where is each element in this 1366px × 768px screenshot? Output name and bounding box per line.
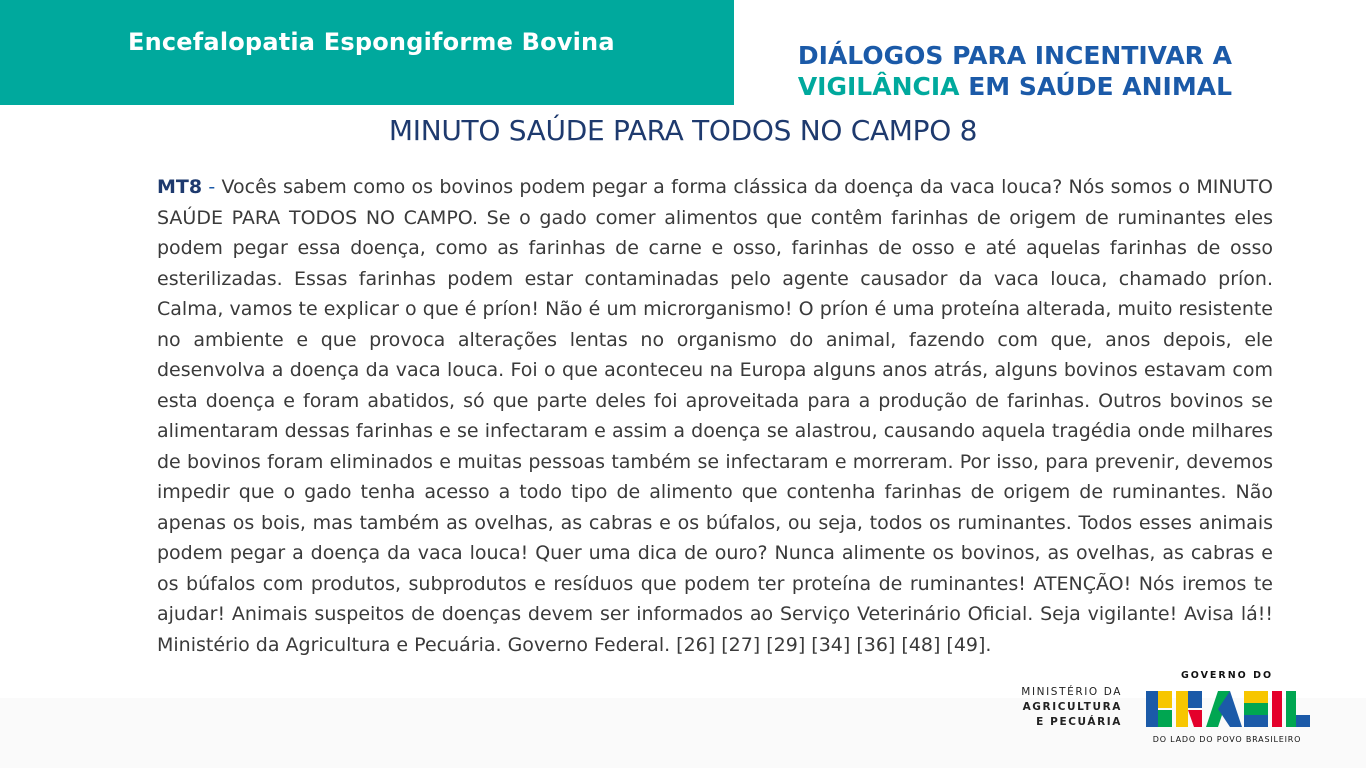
ministry-line2: AGRICULTURA: [1022, 701, 1122, 713]
ministry-line3: E PECUÁRIA: [1036, 716, 1122, 728]
header-banner: [0, 0, 734, 105]
program-heading-highlight: VIGILÂNCIA: [797, 72, 960, 101]
script-separator: -: [202, 176, 222, 198]
script-text: Vocês sabem como os bovinos podem pegar a forma clássica da doença da vaca louca? Nós somos o MINUTO SAÚDE PARA TODOS NO CAMPO. Se o gado comer alimentos que contêm farinhas de origem de ruminantes eles podem pegar essa doença, como as farinhas de carne e osso, farinhas de osso e até aquelas farinhas de osso esterilizadas. Essas farinhas podem estar contaminadas pelo agente causador da vaca louca, chamado príon. Calma, vamos te explicar o que é príon! Não é um microrganismo! O príon é uma proteína alterada, muito resistente no ambiente e que provoca alterações lentas no organismo do animal, fazendo com que, anos depois, ele desenvolva a doença da vaca louca. Foi o que aconteceu na Europa alguns anos atrás, alguns bovinos estavam com esta doença e foram abatidos, só que parte deles foi aproveitada para a produção de farinhas. Outros bovinos se alimentaram dessas farinhas e se infectaram e assim a doença se alastrou, causando aquela tragédia onde milhares de bovinos foram eliminados e muitas pessoas também se infectaram e morreram. Por isso, para prevenir, devemos impedir que o gado tenha acesso a todo tipo de alimento que contenha farinhas de origem de ruminantes. Não apenas os bois, mas também as ovelhas, as cabras e os búfalos, ou seja, todos os ruminantes. Todos esses animais podem pegar a doença da vaca louca! Quer uma dica de ouro? Nunca alimente os bovinos, as ovelhas, as cabras e os búfalos com produtos, subprodutos e resíduos que podem ter proteína de ruminantes! ATENÇÃO! Nós iremos te ajudar! Animais suspeitos de doenças devem ser informados ao Serviço Veterinário Oficial. Seja vigilante! Avisa lá!! Ministério da Agricultura e Pecuária. Governo Federal. [26] [27] [29] [34] [36] [48] [49].: [157, 176, 1273, 656]
gov-logo-top-text: GOVERNO DO: [1180, 670, 1274, 681]
program-heading-line1: DIÁLOGOS PARA INCENTIVAR A: [797, 41, 1232, 70]
banner-title: Encefalopatia Espongiforme Bovina: [128, 28, 615, 56]
page-title: MINUTO SAÚDE PARA TODOS NO CAMPO 8: [388, 114, 978, 147]
program-heading-line2: [798, 71, 1232, 102]
governo-brasil-logo: [1142, 670, 1312, 750]
script-code: MT8: [157, 176, 203, 198]
gov-logo-tagline: DO LADO DO POVO BRASILEIRO: [1152, 735, 1302, 744]
brasil-wordmark-icon: [1146, 687, 1310, 731]
program-heading: [798, 40, 1232, 102]
ministry-logo: [1010, 685, 1122, 730]
ministry-line1: MINISTÉRIO DA: [1021, 686, 1122, 698]
program-heading-rest: EM SAÚDE ANIMAL: [959, 72, 1232, 101]
script-paragraph: [157, 172, 1273, 660]
